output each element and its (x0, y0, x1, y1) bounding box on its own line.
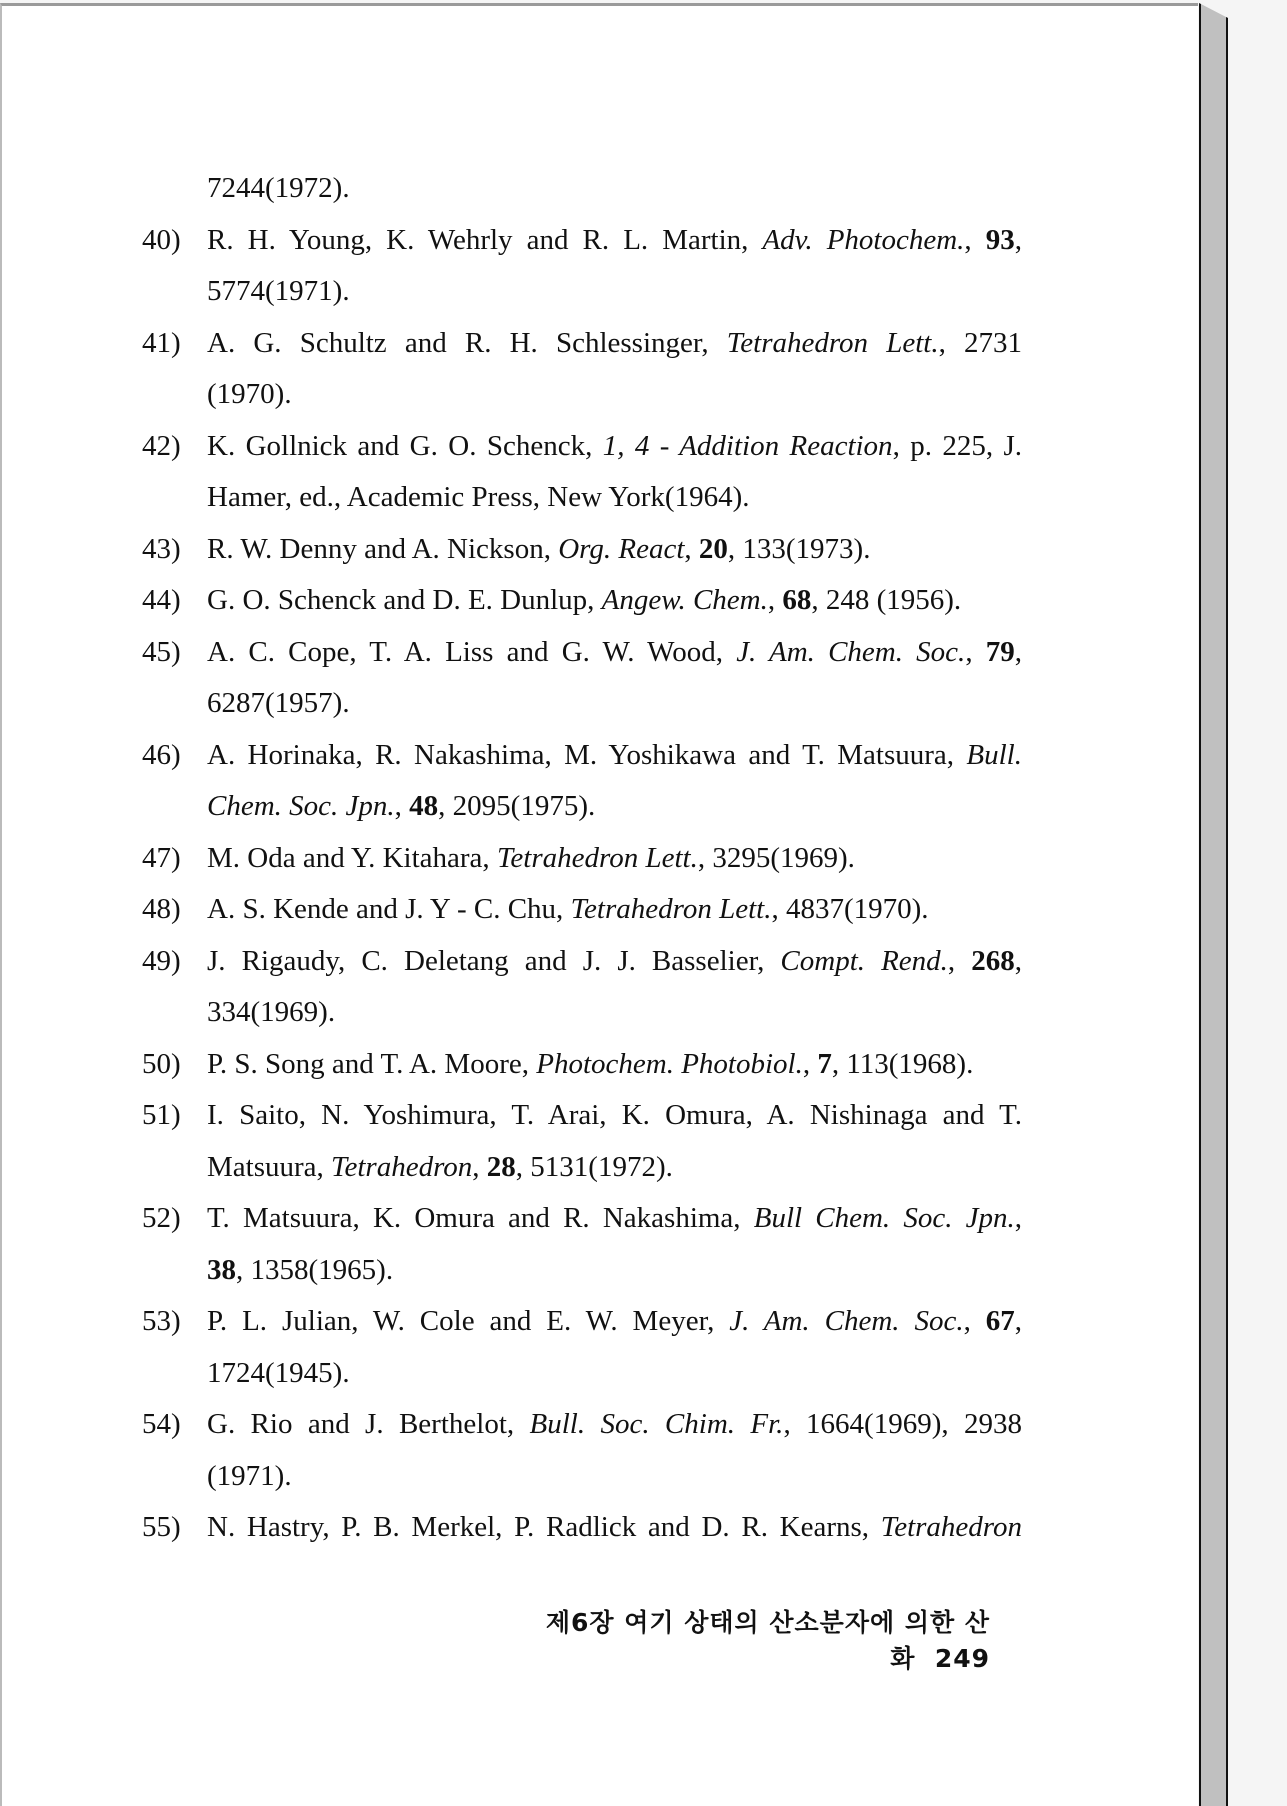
text-segment: , (1014, 944, 1022, 977)
text-segment: Matsuura, (207, 1150, 332, 1183)
volume-number: 268 (971, 944, 1015, 977)
reference-text (207, 475, 1022, 519)
reference-number: 44) (142, 584, 181, 616)
journal-title: Bull. (966, 738, 1022, 771)
text-segment: 1724(1945). (207, 1356, 350, 1389)
text-segment: P. S. Song and T. A. Moore, (207, 1047, 537, 1080)
reference-text (207, 578, 1022, 622)
text-segment: P. L. Julian, W. Cole and E. W. Meyer, (207, 1305, 730, 1337)
text-segment: (1970). (207, 378, 292, 410)
page-footer (457, 1603, 990, 1675)
reference-line (142, 1505, 1022, 1557)
text-segment: , (684, 532, 699, 565)
reference-text (207, 887, 1022, 931)
reference-line (142, 1042, 1022, 1094)
volume-number: 93 (985, 223, 1015, 256)
reference-line (142, 424, 1022, 476)
volume-number: 48 (409, 790, 439, 822)
reference-text (207, 1196, 1022, 1240)
text-segment: , 113(1968). (831, 1047, 974, 1080)
text-segment: 334(1969). (207, 996, 336, 1028)
reference-number: 53) (142, 1305, 181, 1337)
journal-title: Tetrahedron Lett. (726, 326, 939, 359)
reference-text (207, 733, 1022, 777)
journal-title: 1, 4 - Addition Reaction (602, 429, 893, 462)
volume-number: 38 (207, 1253, 236, 1286)
reference-number: 42) (142, 429, 181, 462)
reference-list (142, 166, 1022, 1557)
journal-title: J. Am. Chem. Soc. (736, 635, 966, 668)
reference-line (142, 1351, 1022, 1403)
reference-number: 49) (142, 944, 181, 977)
journal-title: Tetrahedron Lett. (570, 893, 772, 925)
reference-text (207, 1505, 1022, 1549)
reference-line (142, 1248, 1022, 1300)
text-segment: 7244(1972). (207, 172, 350, 204)
journal-title: J. Am. Chem. Soc. (729, 1305, 964, 1337)
reference-text (207, 990, 1022, 1034)
reference-number: 41) (142, 326, 181, 359)
reference-line (142, 630, 1022, 682)
reference-text (207, 1299, 1022, 1343)
reference-line (142, 681, 1022, 733)
reference-line (142, 887, 1022, 939)
text-segment: A. Horinaka, R. Nakashima, M. Yoshikawa and T. Matsuura, (207, 738, 967, 771)
reference-line (142, 1145, 1022, 1197)
reference-text (207, 1042, 1022, 1086)
text-segment: , 1664(1969), 2938 (783, 1408, 1022, 1440)
journal-title: Chem. Soc. Jpn. (207, 790, 395, 822)
reference-number: 47) (142, 841, 181, 874)
reference-number: 55) (142, 1511, 181, 1543)
reference-line (142, 1093, 1022, 1145)
journal-title: Tetrahedron Lett. (496, 841, 698, 874)
reference-line (142, 578, 1022, 630)
reference-number: 54) (142, 1408, 181, 1440)
reference-line (142, 1402, 1022, 1454)
text-segment: 5774(1971). (207, 275, 350, 307)
reference-text (207, 939, 1022, 983)
reference-line (142, 939, 1022, 991)
text-segment: , (1014, 223, 1022, 256)
journal-title: Compt. Rend. (780, 944, 948, 977)
running-head: 제6장 여기 상태의 산소분자에 의한 산화 (545, 1608, 990, 1673)
text-segment: , (1014, 1202, 1022, 1234)
reference-text (207, 1248, 1022, 1292)
text-segment: A. G. Schultz and R. H. Schlessinger, (207, 326, 727, 359)
volume-number: 79 (985, 635, 1015, 668)
text-segment: , (802, 1047, 818, 1080)
text-segment: (1971). (207, 1459, 292, 1492)
text-segment: , (964, 223, 986, 256)
text-segment: , (767, 584, 783, 616)
reference-text (207, 1093, 1022, 1137)
volume-number: 67 (985, 1305, 1015, 1337)
text-segment: , (472, 1150, 487, 1183)
reference-text (207, 372, 1022, 416)
text-segment: , (1014, 1305, 1022, 1337)
reference-text (207, 1454, 1022, 1498)
reference-number: 48) (142, 893, 181, 925)
volume-number: 7 (817, 1047, 832, 1080)
text-segment: , (965, 635, 986, 668)
text-segment: , 3295(1969). (697, 841, 855, 874)
text-segment: G. Rio and J. Berthelot, (207, 1408, 530, 1440)
reference-line (142, 527, 1022, 579)
reference-text (207, 630, 1022, 674)
page-edge (1199, 3, 1228, 1806)
text-segment: , 5131(1972). (515, 1150, 673, 1183)
journal-title: Adv. Photochem. (762, 223, 965, 256)
reference-text (207, 784, 1022, 828)
reference-line (142, 784, 1022, 836)
reference-line (142, 269, 1022, 321)
text-segment: , 248 (1956). (811, 584, 962, 616)
journal-title: Tetrahedron (331, 1150, 473, 1183)
reference-line (142, 1196, 1022, 1248)
reference-line (142, 166, 1022, 218)
text-segment: G. O. Schenck and D. E. Dunlup, (207, 584, 602, 616)
reference-number: 46) (142, 738, 181, 771)
text-segment: J. Rigaudy, C. Deletang and J. J. Basselier, (207, 944, 781, 977)
text-segment: , 2731 (938, 326, 1022, 359)
volume-number: 68 (782, 584, 812, 616)
page-number: 249 (934, 1644, 990, 1673)
reference-number: 40) (142, 223, 181, 256)
text-segment: R. H. Young, K. Wehrly and R. L. Martin, (207, 223, 763, 256)
text-segment: , (1014, 635, 1022, 668)
reference-number: 50) (142, 1047, 181, 1080)
text-segment: I. Saito, N. Yoshimura, T. Arai, K. Omura, A. Nishinaga and T. (207, 1099, 1022, 1131)
journal-title: Bull Chem. Soc. Jpn. (753, 1202, 1015, 1234)
reference-text (207, 218, 1022, 262)
reference-text (207, 269, 1022, 313)
reference-line (142, 733, 1022, 785)
text-segment: R. W. Denny and A. Nickson, (207, 532, 559, 565)
reference-text (207, 166, 1022, 210)
reference-text (207, 681, 1022, 725)
document-page (0, 3, 1198, 1806)
reference-line (142, 836, 1022, 888)
volume-number: 28 (486, 1150, 516, 1183)
reference-text (207, 424, 1022, 468)
reference-number: 51) (142, 1099, 181, 1131)
reference-line (142, 372, 1022, 424)
reference-text (207, 527, 1022, 571)
text-segment: N. Hastry, P. B. Merkel, P. Radlick and D. R. Kearns, (207, 1511, 881, 1543)
journal-title: Org. React (558, 532, 685, 565)
text-segment: , 4837(1970). (771, 893, 929, 925)
reference-line (142, 321, 1022, 373)
reference-text (207, 321, 1022, 365)
reference-line (142, 990, 1022, 1042)
reference-text (207, 1351, 1022, 1395)
text-segment: T. Matsuura, K. Omura and R. Nakashima, (207, 1202, 754, 1234)
text-segment: K. Gollnick and G. O. Schenck, (207, 429, 603, 462)
journal-title: Angew. Chem. (601, 584, 768, 616)
text-segment: , p. 225, J. (892, 429, 1022, 462)
text-segment: , 2095(1975). (438, 790, 596, 822)
reference-text (207, 836, 1022, 880)
reference-number: 52) (142, 1202, 181, 1234)
text-segment: A. C. Cope, T. A. Liss and G. W. Wood, (207, 635, 737, 668)
reference-line (142, 1299, 1022, 1351)
journal-title: Bull. Soc. Chim. Fr. (529, 1408, 784, 1440)
text-segment: , 1358(1965). (236, 1253, 394, 1286)
text-segment: , (394, 790, 410, 822)
reference-text (207, 1145, 1022, 1189)
reference-number: 45) (142, 635, 181, 668)
reference-line (142, 475, 1022, 527)
reference-text (207, 1402, 1022, 1446)
text-segment: M. Oda and Y. Kitahara, (207, 841, 497, 874)
reference-number: 43) (142, 532, 181, 565)
reference-line (142, 1454, 1022, 1506)
text-segment: , (963, 1305, 986, 1337)
text-segment: A. S. Kende and J. Y - C. Chu, (207, 893, 571, 925)
journal-title: Tetrahedron (880, 1511, 1022, 1543)
text-segment: 6287(1957). (207, 687, 350, 719)
text-segment: , (947, 944, 972, 977)
text-segment: Hamer, ed., Academic Press, New York(1964). (207, 481, 750, 513)
journal-title: Photochem. Photobiol. (536, 1047, 803, 1080)
reference-line (142, 218, 1022, 270)
text-segment: , 133(1973). (727, 532, 871, 565)
volume-number: 20 (698, 532, 728, 565)
